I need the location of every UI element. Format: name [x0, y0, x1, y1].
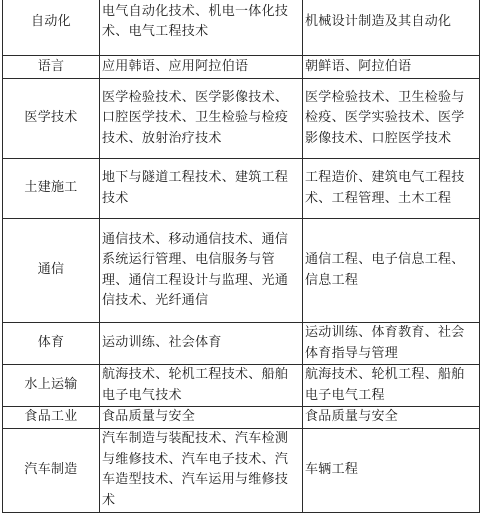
higher-vocational-majors-cell: 电气自动化技术、机电一体化技术、电气工程技术	[100, 0, 303, 56]
undergraduate-majors-cell: 车辆工程	[303, 428, 480, 512]
higher-vocational-majors-cell: 应用韩语、应用阿拉伯语	[100, 56, 303, 79]
category-cell: 自动化	[3, 0, 100, 56]
higher-vocational-majors-cell: 通信技术、移动通信技术、通信系统运行管理、电信服务与管理、通信工程设计与监理、光通信技术、光纤通信	[100, 219, 303, 323]
category-cell: 体育	[3, 323, 100, 365]
higher-vocational-majors-cell: 地下与隧道工程技术、建筑工程技术	[100, 159, 303, 219]
category-cell: 土建施工	[3, 159, 100, 219]
undergraduate-majors-cell: 朝鲜语、阿拉伯语	[303, 56, 480, 79]
category-cell: 水上运输	[3, 365, 100, 407]
undergraduate-majors-cell: 工程造价、建筑电气工程技术、工程管理、土木工程	[303, 159, 480, 219]
higher-vocational-majors-cell: 食品质量与安全	[100, 407, 303, 429]
higher-vocational-majors-cell: 运动训练、社会体育	[100, 323, 303, 365]
table-row	[3, 407, 480, 429]
category-cell: 汽车制造	[3, 428, 100, 512]
table-row	[3, 0, 480, 56]
undergraduate-majors-cell: 运动训练、体育教育、社会体育指导与管理	[303, 323, 480, 365]
table-row	[3, 323, 480, 365]
undergraduate-majors-cell: 航海技术、轮机工程、船舶电子电气工程	[303, 365, 480, 407]
higher-vocational-majors-cell: 医学检验技术、医学影像技术、口腔医学技术、卫生检验与检疫技术、放射治疗技术	[100, 79, 303, 159]
category-cell: 语言	[3, 56, 100, 79]
table-row	[3, 79, 480, 159]
undergraduate-majors-cell: 通信工程、电子信息工程、信息工程	[303, 219, 480, 323]
higher-vocational-majors-cell: 航海技术、轮机工程技术、船舶电子电气技术	[100, 365, 303, 407]
category-cell: 医学技术	[3, 79, 100, 159]
category-cell: 通信	[3, 219, 100, 323]
table-row	[3, 365, 480, 407]
undergraduate-majors-cell: 食品质量与安全	[303, 407, 480, 429]
table-row	[3, 56, 480, 79]
higher-vocational-majors-cell: 汽车制造与装配技术、汽车检测与维修技术、汽车电子技术、汽车造型技术、汽车运用与维修技术	[100, 428, 303, 512]
table-row	[3, 428, 480, 512]
category-cell: 食品工业	[3, 407, 100, 429]
undergraduate-majors-cell: 机械设计制造及其自动化	[303, 0, 480, 56]
table-row	[3, 219, 480, 323]
table-row	[3, 159, 480, 219]
undergraduate-majors-cell: 医学检验技术、卫生检验与检疫、医学实验技术、医学影像技术、口腔医学技术	[303, 79, 480, 159]
majors-table	[2, 0, 480, 513]
